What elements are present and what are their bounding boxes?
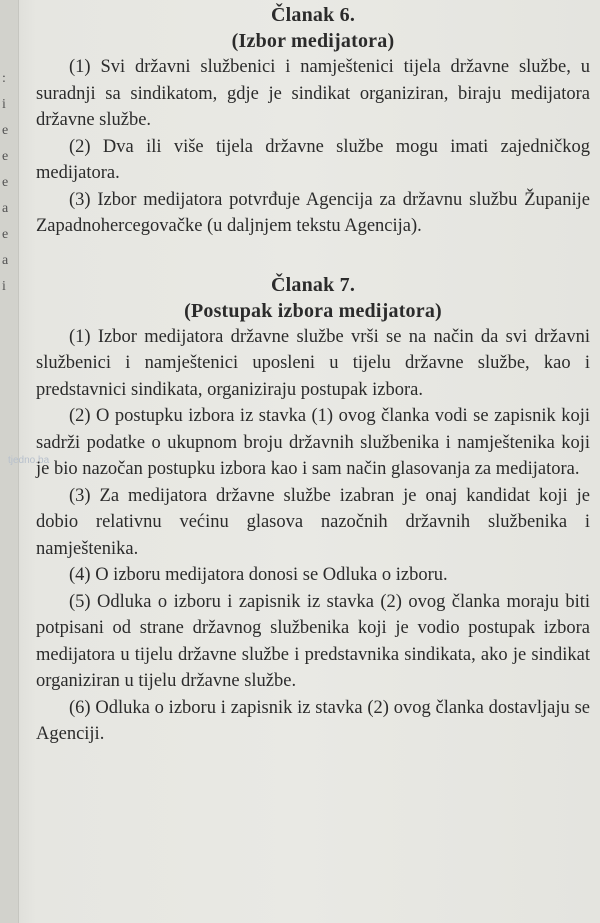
paragraph: (3) Izbor medijatora potvrđuje Agencija za državnu službu Županije Zapadnohercegovačke (u daljnjem tekstu Agencija). <box>36 189 590 236</box>
paragraph: (3) Za medijatora državne službe izabran je onaj kandidat koji je dobio relativnu većinu glasova nazočnih državnih službenika i namještenika. <box>36 485 590 559</box>
margin-char: i <box>2 279 6 294</box>
watermark-text: tjedno.ba <box>8 455 50 466</box>
article-6 <box>36 2 590 240</box>
paragraph: (2) Dva ili više tijela državne službe mogu imati zajedničkog medijatora. <box>36 136 590 183</box>
margin-char: e <box>2 227 9 242</box>
article-number: Članak 6. <box>270 4 356 26</box>
margin-char: e <box>2 149 9 164</box>
margin-char: a <box>2 253 9 268</box>
section-gap <box>36 240 590 272</box>
margin-char: a <box>2 201 9 216</box>
margin-char: i <box>2 97 6 112</box>
paragraph: (1) Svi državni službenici i namještenici tijela državne službe, u suradnji sa sindikatom, gdje je sindikat organiziran, biraju medijatora državne službe. <box>36 57 590 130</box>
article-title: (Postupak izbora medijatora) <box>184 299 442 322</box>
article-7 <box>36 272 590 748</box>
margin-char: : <box>2 71 6 86</box>
margin-char: e <box>2 175 9 190</box>
margin-char: e <box>2 123 9 138</box>
paragraph: (4) O izboru medijatora donosi se Odluka o izboru. <box>69 565 448 585</box>
paragraph: (5) Odluka o izboru i zapisnik iz stavka (2) ovog članka moraju biti potpisani od strane državnog službenika koji je vodio postupak izbora medijatora u tijelu državne službe i predstavnika sindikata, ako je sindikat organiziran u tijelu državne službe. <box>36 591 590 691</box>
article-title: (Izbor medijatora) <box>231 30 395 52</box>
article-number: Članak 7. <box>270 273 356 296</box>
paragraph: (1) Izbor medijatora državne službe vrši se na način da svi državni službenici i namještenici uposleni u tijelu državne službe, kao i predstavnici sindikata, organiziraju postupak izbora. <box>36 326 590 400</box>
paragraph: (2) O postupku izbora iz stavka (1) ovog članka vodi se zapisnik koji sadrži podatke o ukupnom broju državnih službenika i namještenika koji je bio nazočan postupku izbora kao i sam način glasovanja za medijatora. <box>36 406 590 479</box>
paragraph: (6) Odluka o izboru i zapisnik iz stavka (2) ovog članka dostavljaju se Agenciji. <box>36 697 590 744</box>
document-content <box>36 0 590 923</box>
